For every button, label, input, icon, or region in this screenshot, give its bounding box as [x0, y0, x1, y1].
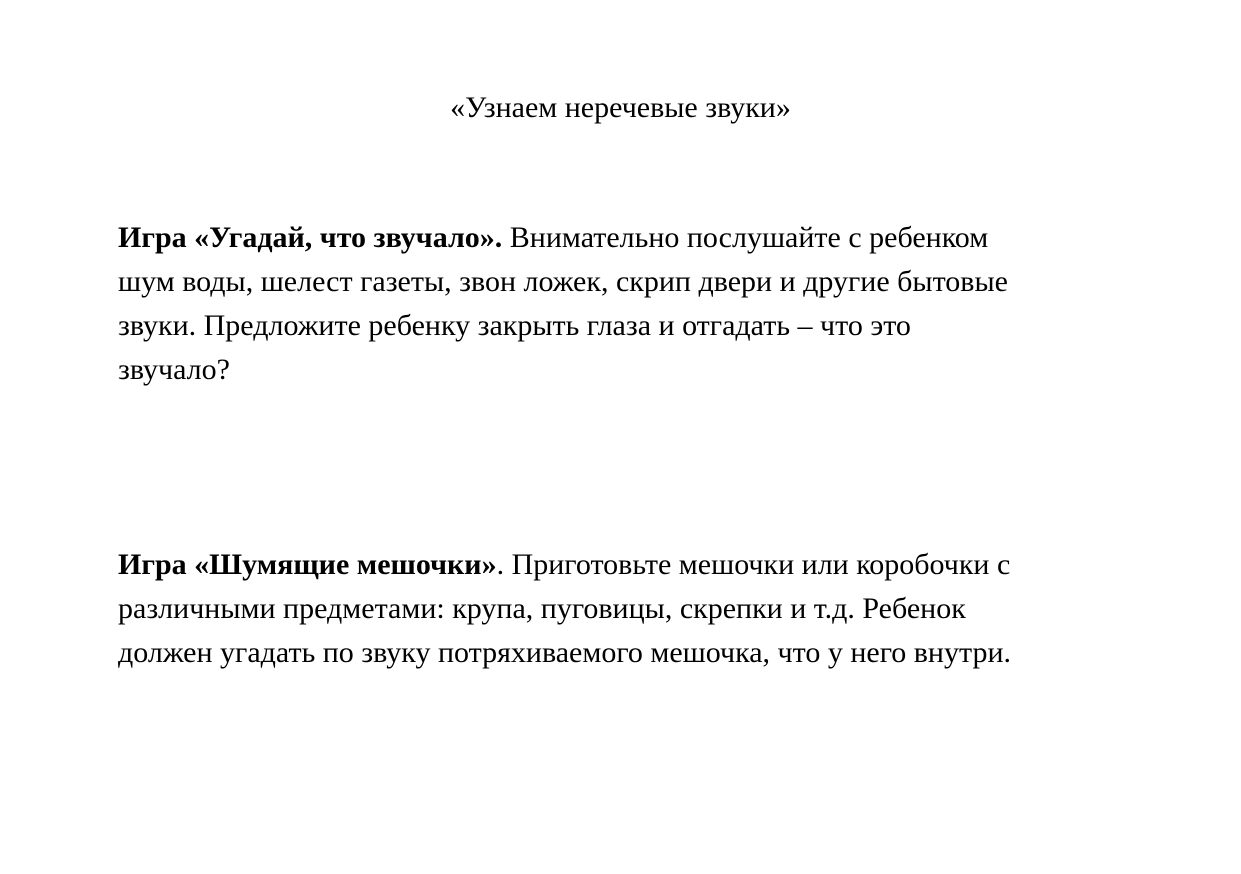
paragraph-text: Внимательно послушайте с ребенком	[502, 221, 989, 254]
game-title: Игра «Угадай, что звучало».	[118, 221, 503, 254]
paragraph-line: шум воды, шелест газеты, звон ложек, скрип двери и другие бытовые	[118, 265, 1008, 298]
paragraph-line	[118, 543, 1128, 587]
paragraph-text: . Приготовьте мешочки или коробочки с	[496, 548, 1011, 581]
paragraph-line: должен угадать по звуку потряхиваемого мешочка, что у него внутри.	[118, 636, 1012, 669]
game-paragraph-noisy-bags	[118, 543, 1128, 675]
game-paragraph-guess-sound	[118, 216, 1128, 392]
paragraph-line: различными предметами: крупа, пуговицы, скрепки и т.д. Ребенок	[118, 592, 966, 625]
page-title: «Узнаем неречевые звуки»	[450, 91, 791, 124]
paragraph-line	[118, 216, 1128, 260]
paragraph-line: звучало?	[118, 353, 230, 386]
paragraph-line: звуки. Предложите ребенку закрыть глаза и отгадать – что это	[118, 309, 911, 342]
game-title: Игра «Шумящие мешочки»	[118, 548, 497, 581]
